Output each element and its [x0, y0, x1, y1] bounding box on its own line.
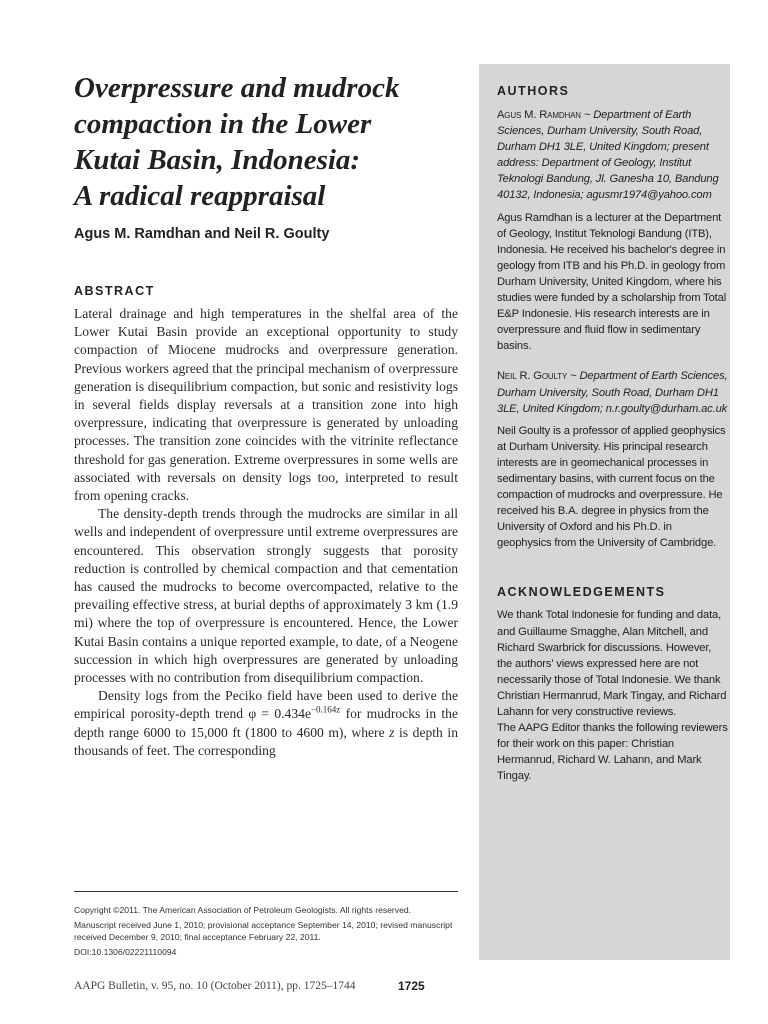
author-name: Neil R. Goulty [497, 370, 568, 383]
authors-heading: AUTHORS [497, 84, 570, 98]
sidebar-content [497, 84, 729, 784]
abstract-paragraph: The density-depth trends through the mudrocks are similar in all wells and independent of overpressure until extreme overpressures are encountered. This observation strongly suggests that porosity reduction is controlled by chemical compaction and that cementation has caused the mudrocks to become overcompacted, relative to the prevailing effective stress, at burial depths of approximately 3 km (1.9 mi) where the top of overpressure is encountered. Hence, the Lower Kutai Basin contains a unique reported example, to date, of a Neogene succession in which high overpressures are generated by unloading processes with no contribution from disequilibrium compaction. [74, 506, 458, 686]
title-line: compaction in the Lower [74, 108, 372, 140]
acknowledgements-body [497, 607, 729, 784]
variable: z [389, 724, 395, 740]
title-line: Overpressure and mudrock [74, 72, 400, 104]
ack-paragraph: The AAPG Editor thanks the following reviewers for their work on this paper: Christian Hermanrud, Richard W. Lahann, and Mark Tingay. [497, 722, 728, 783]
formula [248, 706, 340, 721]
author-bio: Agus Ramdhan is a lecturer at the Department of Geology, Institut Teknologi Bandung (ITB), Indonesia. He received his bachelor's degree in geology from ITB and his Ph.D. in geology from Durham University, United Kingdom, where his studies were funded by a scholarship from Total E&P Indonesie. His research interests are in overpressure and fluid flow in sedimentary basins. [497, 211, 727, 353]
author-name: Agus M. Ramdhan [497, 109, 581, 121]
main-column [74, 70, 458, 760]
author-list: Agus M. Ramdhan and Neil R. Goulty [74, 226, 330, 242]
affiliation-text: ~ Department of Earth Sciences, Durham University, South Road, Durham DH1 3LE, United Kingdom; present address: Department of Geology, Institut Teknologi Bandung, Jl. Ganesha 10, Bandung 40132, Indonesia; agusmr1974@yahoo.com [497, 109, 719, 202]
affiliation-text: ~ Department of Earth Sciences, Durham University, South Road, Durham DH1 3LE, United Kingdom; n.r.goulty@durham.ac.uk [497, 370, 728, 415]
text-run: for mudrocks in the depth range 6000 to 15,000 ft (1800 to 4600 m), where [74, 706, 458, 740]
journal-citation: AAPG Bulletin, v. 95, no. 10 (October 2011), pp. 1725–1744 [74, 980, 356, 992]
abstract-heading: ABSTRACT [74, 284, 155, 298]
author-bio: Neil Goulty is a professor of applied geophysics at Durham University. His principal research interests are in geomechanical processes in sedimentary basins, with current focus on the compaction of mudrocks and overpressure. He received his B.A. degree in physics from the University of Oxford and his Ph.D. in geophysics from the University of Cambridge. [497, 424, 726, 550]
abstract-body [74, 305, 458, 760]
doi: DOI:10.1306/02221110094 [74, 946, 177, 957]
manuscript-dates: Manuscript received June 1, 2010; provisional acceptance September 14, 2010; revised manuscript received December 9, 2010; final acceptance February 22, 2011. [74, 919, 453, 942]
text-run: is depth in thousands of feet. The corresponding [74, 724, 458, 758]
footnotes [74, 904, 458, 958]
title-line: A radical reappraisal [74, 180, 326, 212]
author-affiliation [497, 107, 729, 204]
copyright-note: Copyright ©2011. The American Association of Petroleum Geologists. All rights reserved. [74, 905, 412, 915]
paper-title [74, 70, 458, 214]
footnote-rule [74, 891, 458, 892]
sidebar [479, 64, 730, 960]
abstract-paragraph: Lateral drainage and high temperatures in the shelfal area of the Lower Kutai Basin provide an exceptional opportunity to study compaction of Miocene mudrocks and overpressure generation. Previous workers agreed that the principal mechanism of overpressure generation is disequilibrium compaction, but sonic and resistivity logs in several fields display reversals at a transition zone into high overpressure, indicating that overpressure is generated by unloading processes. The transition zone coincides with the vitrinite reflectance threshold for gas generation. Extreme overpressures in some wells are associated with reversals on density logs too, interpreted to result from opening cracks. [74, 306, 458, 504]
formula-base: φ = 0.434e [248, 706, 311, 722]
author-affiliation [497, 368, 729, 416]
text-run: Density logs from the Peciko field have been used to derive the empirical porosity-depth trend [74, 688, 458, 722]
abstract-paragraph [74, 687, 458, 760]
ack-paragraph: We thank Total Indonesie for funding and data, and Guillaume Smagghe, Alan Mitchell, and Richard Swarbrick for discussions. However, the authors' views expressed here are not necessarily those of Total Indonesie. We thank Christian Hermanrud, Mark Tingay, and Richard Lahann for very constructive reviews. [497, 609, 727, 718]
formula-exponent: −0.164z [310, 704, 341, 715]
acknowledgements-heading: ACKNOWLEDGEMENTS [497, 585, 666, 600]
page-number: 1725 [398, 979, 425, 993]
title-line: Kutai Basin, Indonesia: [74, 144, 361, 176]
